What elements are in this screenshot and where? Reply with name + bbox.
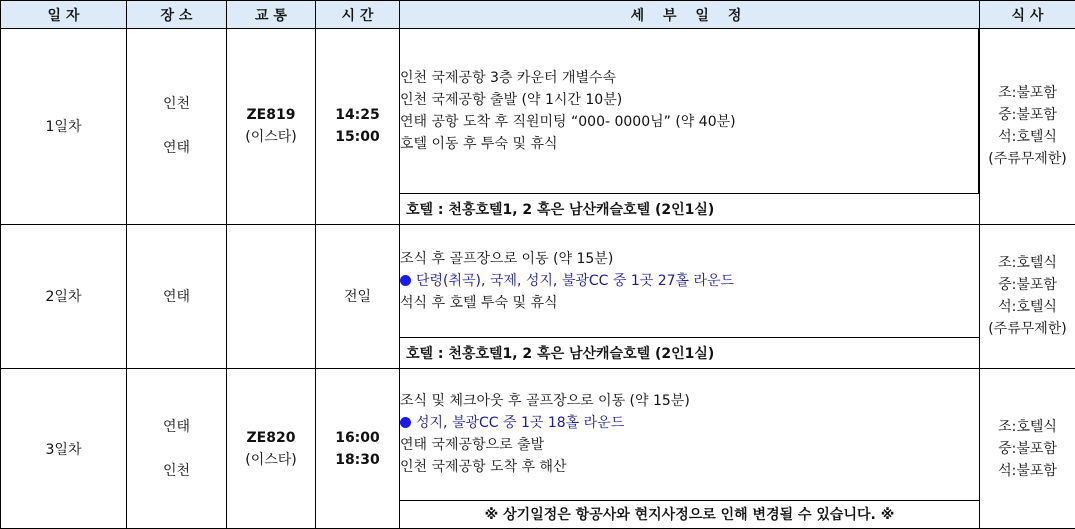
header-meal: 식 사 <box>980 1 1075 29</box>
bullet-icon <box>400 275 411 286</box>
schedule-lines <box>400 225 979 338</box>
transport-cell <box>227 29 316 225</box>
schedule-line: 인천 국제공항 3층 카운터 개별수속 <box>400 67 978 89</box>
meal-note: (주류무제한) <box>980 318 1075 340</box>
schedule-lines <box>400 29 979 193</box>
meal-dinner: 석:불포함 <box>980 460 1075 482</box>
header-day: 일 자 <box>1 1 127 29</box>
time-cell: 전일 <box>316 224 400 369</box>
transport-cell <box>227 369 316 529</box>
meal-cell <box>980 224 1075 369</box>
time-depart: 16:00 <box>316 427 399 449</box>
schedule-lines <box>400 369 979 500</box>
schedule-line: 석식 후 호텔 투숙 및 휴식 <box>400 292 979 314</box>
schedule-line-highlight <box>400 270 979 292</box>
schedule-line: 조식 및 체크아웃 후 골프장으로 이동 (약 15분) <box>400 390 979 412</box>
meal-breakfast: 조:호텔식 <box>980 252 1075 274</box>
meal-lunch: 중:불포함 <box>980 438 1075 460</box>
place-depart: 연태 <box>127 416 226 438</box>
time-cell <box>316 29 400 225</box>
schedule-line: 연태 공항 도착 후 직원미팅 “000- 0000님” (약 40분) <box>400 111 978 133</box>
day-label: 3일차 <box>1 369 127 529</box>
schedule-notice: ※ 상기일정은 항공사와 현지사정으로 인해 변경될 수 있습니다. ※ <box>400 500 979 527</box>
day-label: 1일차 <box>1 29 127 225</box>
schedule-line-text: 성지, 불광CC 중 1곳 18홀 라운드 <box>416 415 624 431</box>
place-cell: 연태 <box>127 224 227 369</box>
airline: (이스타) <box>227 449 315 471</box>
hotel-info: 호텔 : 천홍호텔1, 2 혹은 남산캐슬호텔 (2인1실) <box>400 193 979 224</box>
place-cell <box>127 29 227 225</box>
header-transport: 교 통 <box>227 1 316 29</box>
time-cell <box>316 369 400 529</box>
time-arrive: 18:30 <box>316 449 399 471</box>
schedule-line: 인천 국제공항 도착 후 해산 <box>400 456 979 478</box>
transport-cell <box>227 224 316 369</box>
schedule-line: 인천 국제공항 출발 (약 1시간 10분) <box>400 89 978 111</box>
schedule-line: 호텔 이동 후 투숙 및 휴식 <box>400 133 978 155</box>
meal-dinner: 석:호텔식 <box>980 296 1075 318</box>
meal-cell <box>980 29 1075 225</box>
time-arrive: 15:00 <box>316 126 399 148</box>
meal-lunch: 중:불포함 <box>980 104 1075 126</box>
flight-number: ZE819 <box>227 104 315 126</box>
schedule-line: 연태 국제공항으로 출발 <box>400 434 979 456</box>
header-detail: 세 부 일 정 <box>400 1 980 29</box>
meal-breakfast: 조:불포함 <box>980 82 1075 104</box>
airline: (이스타) <box>227 126 315 148</box>
meal-lunch: 중:불포함 <box>980 274 1075 296</box>
bullet-icon <box>400 417 411 428</box>
hotel-info: 호텔 : 천홍호텔1, 2 혹은 남산캐슬호텔 (2인1실) <box>400 338 979 369</box>
detail-cell <box>400 369 980 529</box>
detail-cell <box>400 29 980 225</box>
meal-breakfast: 조:호텔식 <box>980 416 1075 438</box>
flight-number: ZE820 <box>227 427 315 449</box>
meal-cell <box>980 369 1075 529</box>
schedule-line-text: 단령(취곡), 국제, 성지, 불광CC 중 1곳 27홀 라운드 <box>416 273 734 289</box>
header-place: 장 소 <box>127 1 227 29</box>
day-row-2 <box>1 224 1075 369</box>
place-depart: 인천 <box>127 93 226 115</box>
meal-note: (주류무제한) <box>980 148 1075 170</box>
schedule-line: 조식 후 골프장으로 이동 (약 15분) <box>400 248 979 270</box>
day-label: 2일차 <box>1 224 127 369</box>
place-arrive: 연태 <box>127 137 226 159</box>
day-row-3 <box>1 369 1075 529</box>
place-arrive: 인천 <box>127 460 226 482</box>
meal-dinner: 석:호텔식 <box>980 126 1075 148</box>
header-time: 시 간 <box>316 1 400 29</box>
header-row <box>1 1 1075 29</box>
time-depart: 14:25 <box>316 104 399 126</box>
place-cell <box>127 369 227 529</box>
day-row-1 <box>1 29 1075 225</box>
schedule-line-highlight <box>400 412 979 434</box>
detail-cell <box>400 224 980 369</box>
